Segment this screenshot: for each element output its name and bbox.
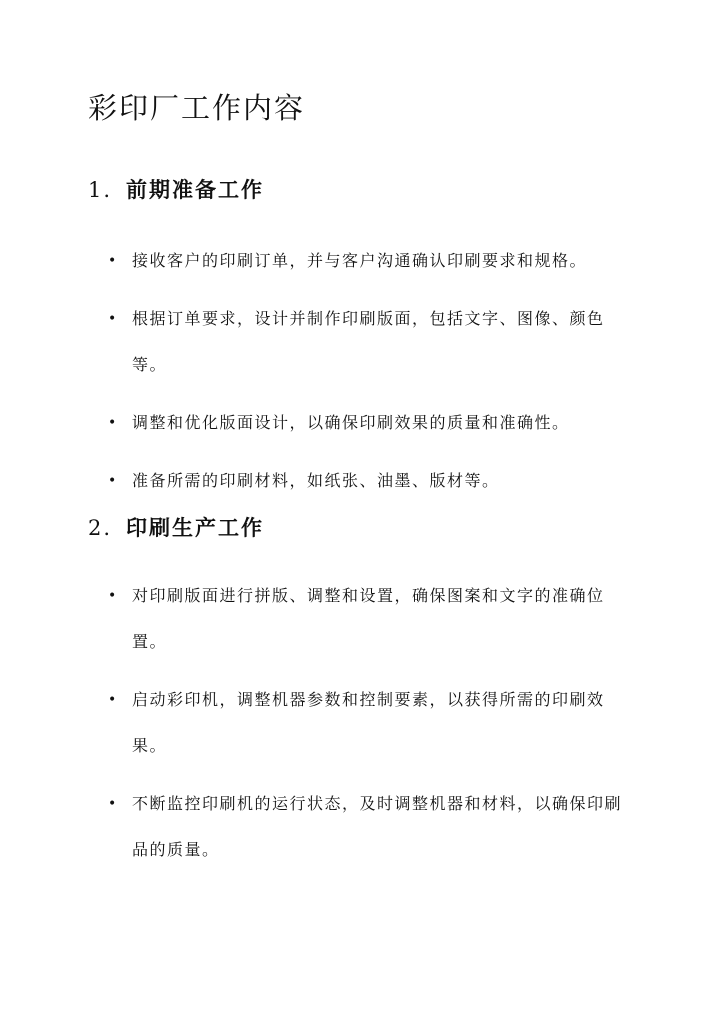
list-item xyxy=(106,781,626,873)
bullet-icon: • xyxy=(108,253,118,269)
list-item xyxy=(106,573,626,665)
list-item xyxy=(106,238,626,284)
list-item xyxy=(106,677,626,769)
section-number: 2. xyxy=(88,516,113,540)
section-number: 1. xyxy=(88,178,113,202)
list-item xyxy=(106,296,626,388)
bullet-icon: • xyxy=(108,473,118,489)
list-item xyxy=(106,400,626,446)
bullet-icon: • xyxy=(108,415,118,431)
bullet-icon: • xyxy=(108,311,118,327)
preparation-list xyxy=(106,238,626,516)
page-title: 彩印厂工作内容 xyxy=(88,91,306,125)
list-item xyxy=(106,458,626,504)
bullet-icon: • xyxy=(108,588,118,604)
bullet-icon: • xyxy=(108,692,118,708)
section-heading-production xyxy=(88,512,264,542)
list-item-text: 对印刷版面进行拼版、调整和设置，确保图案和文字的准确位置。 xyxy=(132,586,605,651)
list-item-text: 准备所需的印刷材料，如纸张、油墨、版材等。 xyxy=(132,471,500,490)
list-item-text: 接收客户的印刷订单，并与客户沟通确认印刷要求和规格。 xyxy=(132,251,588,270)
section-title: 前期准备工作 xyxy=(126,177,264,202)
production-list xyxy=(106,573,626,885)
bullet-icon: • xyxy=(108,796,118,812)
list-item-text: 调整和优化版面设计，以确保印刷效果的质量和准确性。 xyxy=(132,413,570,432)
section-title: 印刷生产工作 xyxy=(126,515,264,540)
list-item-text: 不断监控印刷机的运行状态，及时调整机器和材料，以确保印刷品的质量。 xyxy=(132,794,623,859)
section-heading-preparation xyxy=(88,174,264,204)
list-item-text: 根据订单要求，设计并制作印刷版面，包括文字、图像、颜色等。 xyxy=(132,309,605,374)
list-item-text: 启动彩印机，调整机器参数和控制要素，以获得所需的印刷效果。 xyxy=(132,690,605,755)
